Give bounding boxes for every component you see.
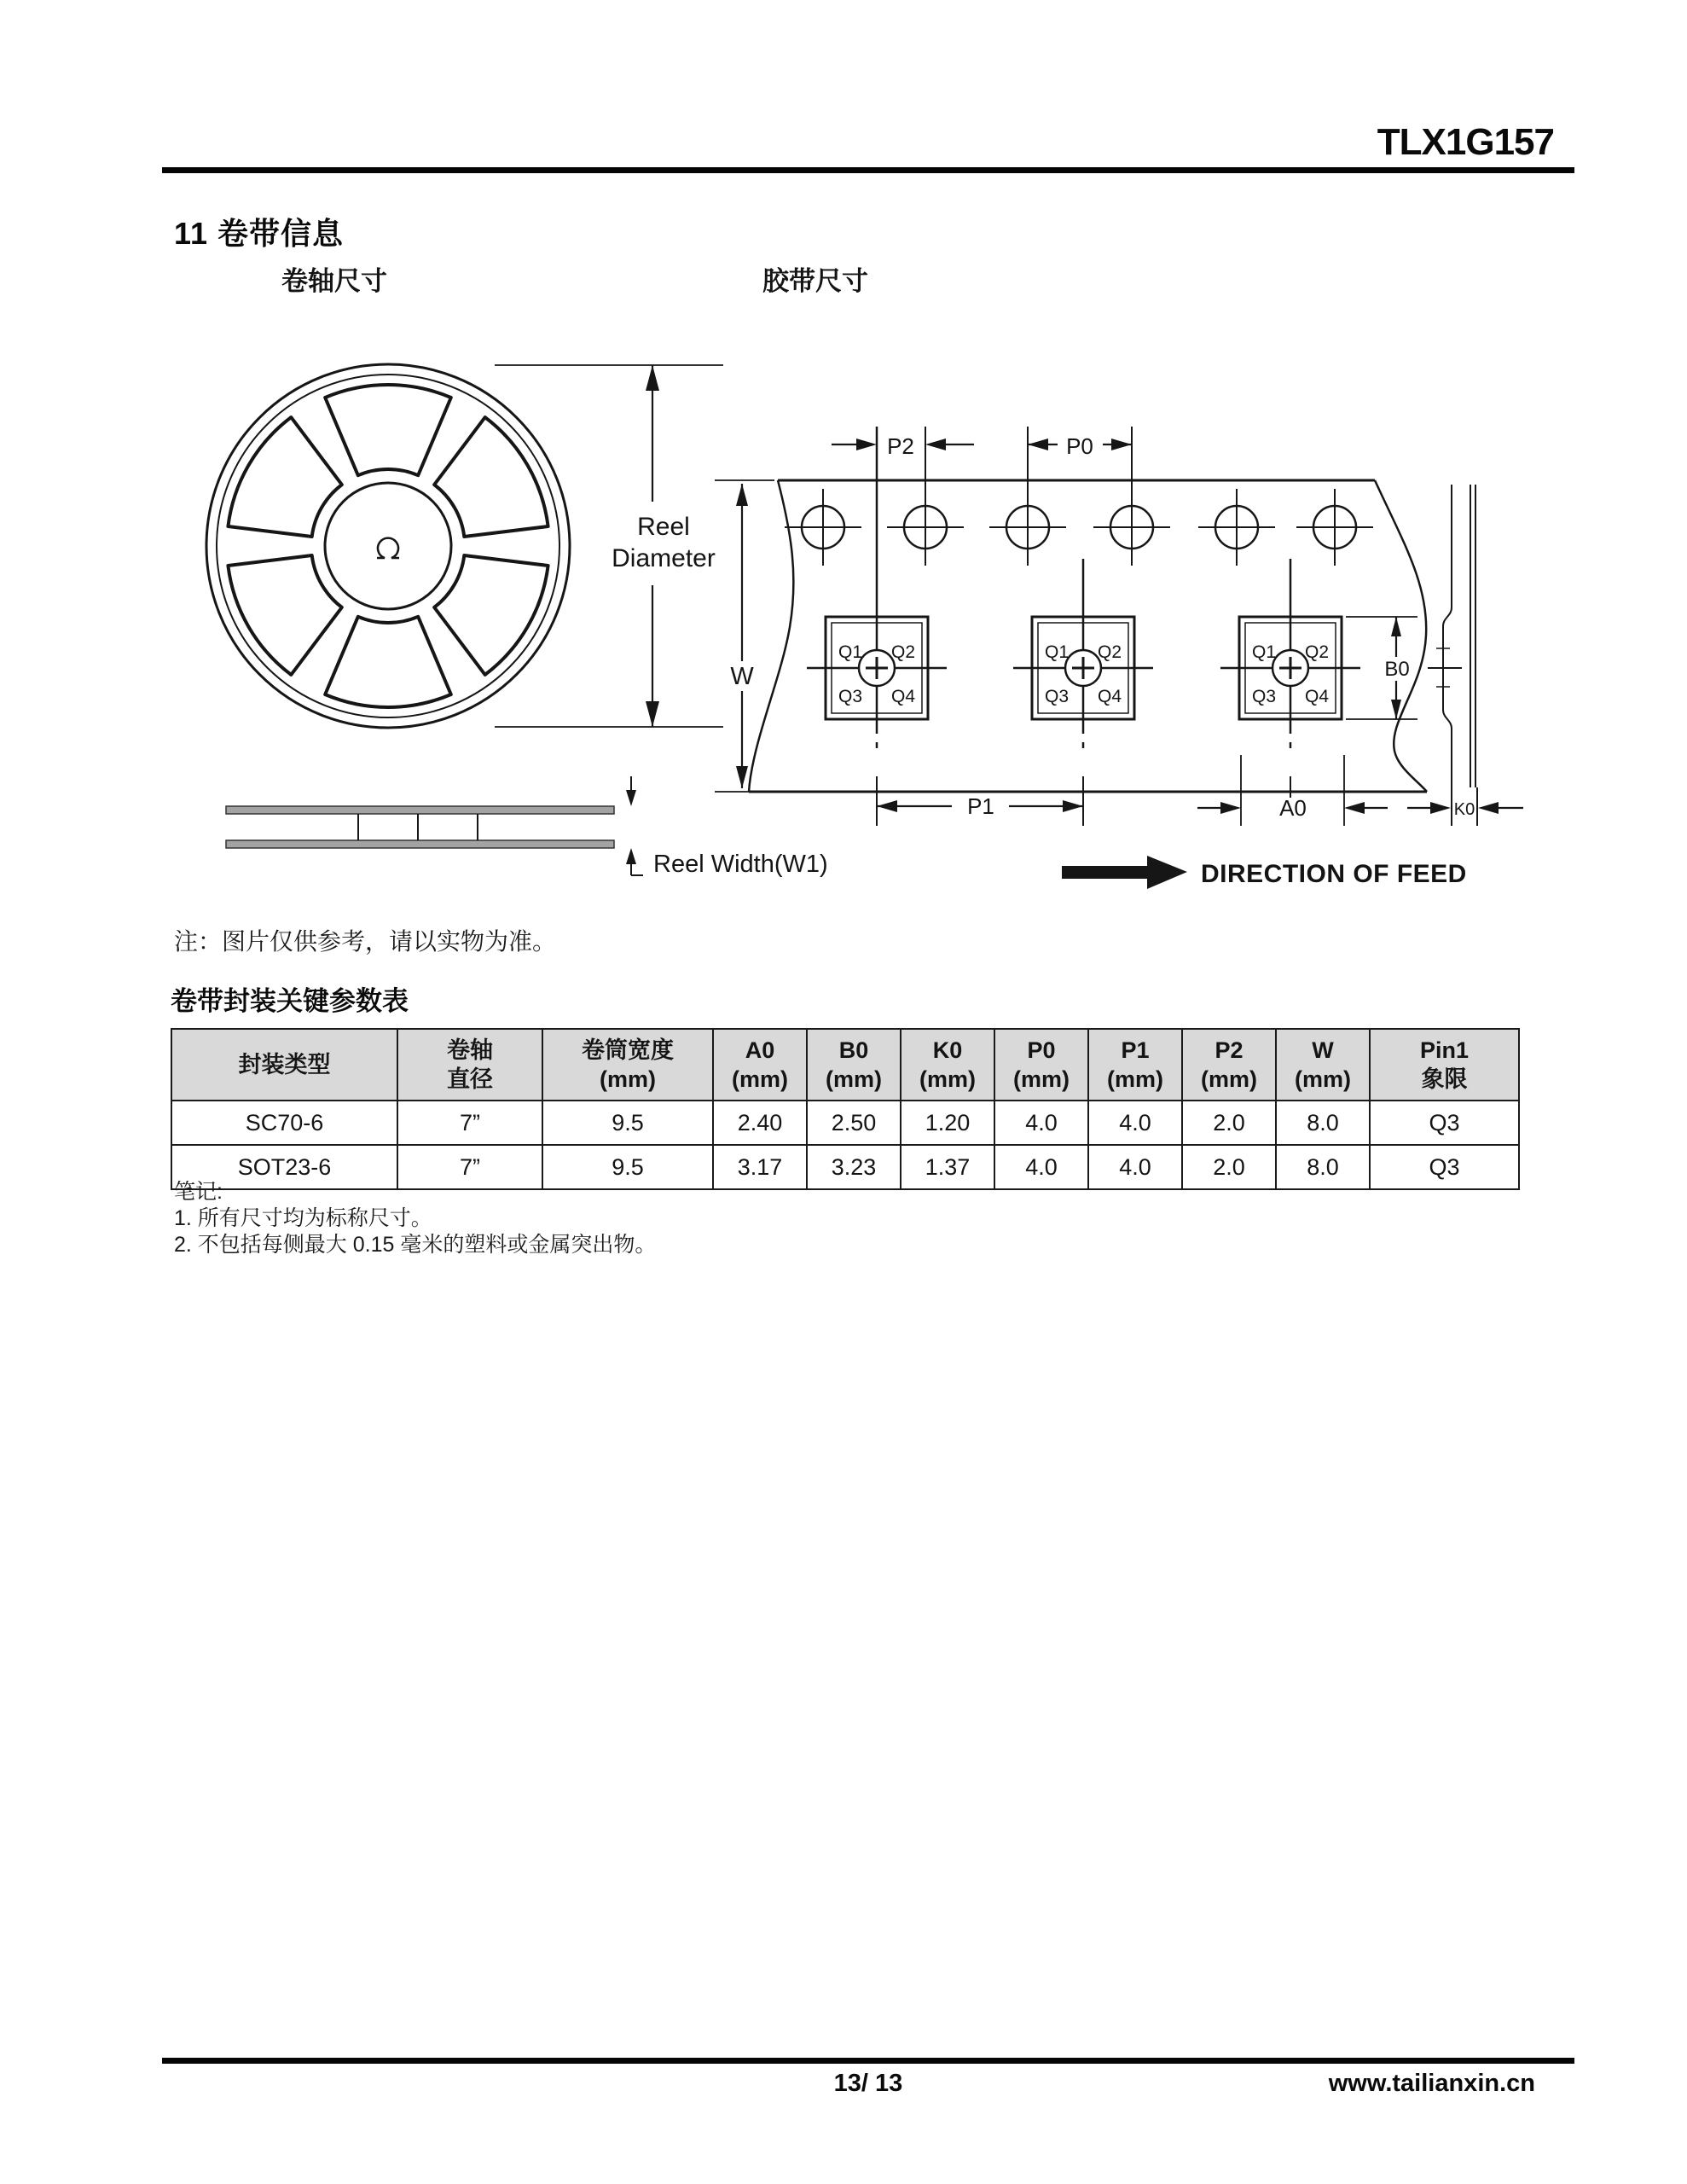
col-header-p0: P0 (mm) xyxy=(994,1029,1088,1101)
cell: 7” xyxy=(397,1101,542,1145)
k0-dimension xyxy=(1407,787,1523,826)
col-header-w: W (mm) xyxy=(1276,1029,1370,1101)
tape-cross-section xyxy=(1407,485,1523,826)
svg-text:P0: P0 xyxy=(1066,433,1093,459)
col-header-p1: P1 (mm) xyxy=(1088,1029,1182,1101)
col-header-b0: B0 (mm) xyxy=(807,1029,901,1101)
footnote-item: 1. 所有尺寸均为标称尺寸。 xyxy=(174,1206,432,1230)
reference-note: 注：图片仅供参考，请以实物为准。 xyxy=(174,928,557,955)
cell: 7” xyxy=(397,1145,542,1189)
cell: 4.0 xyxy=(1088,1101,1182,1145)
col-header-k0: K0 (mm) xyxy=(901,1029,994,1101)
svg-text:Q1: Q1 xyxy=(838,642,862,662)
svg-text:Q2: Q2 xyxy=(1305,642,1330,662)
svg-text:W: W xyxy=(730,663,754,690)
svg-text:Reel: Reel xyxy=(637,513,690,541)
component-pocket xyxy=(1013,559,1153,826)
page-number: 13/ 13 xyxy=(833,2070,903,2097)
website-url: www.tailianxin.cn xyxy=(1328,2070,1535,2097)
p0-dimension xyxy=(1028,433,1132,459)
col-header-reel-diameter: 卷轴 直径 xyxy=(397,1029,542,1101)
document-title: TLX1G157 xyxy=(1377,121,1554,163)
svg-text:DIRECTION OF FEED: DIRECTION OF FEED xyxy=(1201,860,1467,888)
col-header-reel-width: 卷筒宽度 (mm) xyxy=(542,1029,713,1101)
svg-text:Q4: Q4 xyxy=(1305,687,1330,706)
svg-text:Q2: Q2 xyxy=(1098,642,1122,662)
cell: 4.0 xyxy=(994,1101,1088,1145)
sprocket-hole xyxy=(1198,489,1275,566)
tape-reel-parameters-table xyxy=(171,1028,1520,1190)
cell-package-type: SC70-6 xyxy=(171,1101,397,1145)
reel-spoke-cutouts xyxy=(228,385,548,707)
cell: 2.40 xyxy=(713,1101,807,1145)
table-row xyxy=(171,1101,1519,1145)
reel-hub-keyhole-icon xyxy=(377,538,399,558)
tape-dimensions-label: 胶带尺寸 xyxy=(762,266,868,296)
p2-dimension xyxy=(832,433,974,459)
svg-text:Q1: Q1 xyxy=(1044,642,1069,662)
cell: Q3 xyxy=(1370,1145,1519,1189)
direction-of-feed xyxy=(1062,856,1467,889)
svg-text:K0: K0 xyxy=(1453,800,1475,819)
footer-rule xyxy=(162,2058,1574,2064)
sprocket-hole xyxy=(1093,427,1170,566)
cell: 2.0 xyxy=(1182,1101,1276,1145)
cell: 8.0 xyxy=(1276,1145,1370,1189)
cell: 1.20 xyxy=(901,1101,994,1145)
svg-text:Q4: Q4 xyxy=(891,687,916,706)
col-header-pin1-quadrant: Pin1 象限 xyxy=(1370,1029,1519,1101)
col-header-a0: A0 (mm) xyxy=(713,1029,807,1101)
col-header-p2: P2 (mm) xyxy=(1182,1029,1276,1101)
footnotes-heading: 笔记: xyxy=(174,1180,223,1204)
reel-dimensions-label: 卷轴尺寸 xyxy=(281,266,387,296)
svg-text:Q3: Q3 xyxy=(1044,687,1069,706)
footnotes xyxy=(174,1179,656,1258)
cell: 9.5 xyxy=(542,1101,713,1145)
cell-package-type: SOT23-6 xyxy=(171,1145,397,1189)
svg-text:Q2: Q2 xyxy=(891,642,916,662)
svg-text:P2: P2 xyxy=(887,433,914,459)
svg-text:P1: P1 xyxy=(967,793,994,819)
footnote-item: 2. 不包括每侧最大 0.15 毫米的塑料或金属突出物。 xyxy=(174,1233,657,1257)
svg-text:Q3: Q3 xyxy=(1251,687,1276,706)
svg-text:B0: B0 xyxy=(1384,658,1410,681)
svg-text:Diameter: Diameter xyxy=(612,544,716,572)
tape-and-reel-diagram xyxy=(111,333,1578,921)
sprocket-hole xyxy=(1296,489,1373,566)
svg-text:Q1: Q1 xyxy=(1251,642,1276,662)
section-heading: 11 卷带信息 xyxy=(174,216,345,251)
reel-front-view xyxy=(206,364,570,728)
reel-diameter-dimension xyxy=(495,365,723,727)
svg-text:A0: A0 xyxy=(1279,795,1307,821)
table-header-row xyxy=(171,1029,1519,1101)
w-dimension xyxy=(715,480,774,792)
svg-text:Q3: Q3 xyxy=(838,687,862,706)
cell: 8.0 xyxy=(1276,1101,1370,1145)
cell: 1.37 xyxy=(901,1145,994,1189)
cell: 2.0 xyxy=(1182,1145,1276,1189)
svg-text:Q4: Q4 xyxy=(1098,687,1122,706)
cell: 3.17 xyxy=(713,1145,807,1189)
cell: 9.5 xyxy=(542,1145,713,1189)
sprocket-hole xyxy=(989,427,1066,566)
feed-arrow-icon xyxy=(1062,866,1147,879)
tape-top-view xyxy=(715,427,1427,826)
col-header-package-type: 封装类型 xyxy=(171,1029,397,1101)
table-title: 卷带封装关键参数表 xyxy=(171,986,409,1016)
cell: Q3 xyxy=(1370,1101,1519,1145)
header-rule xyxy=(162,167,1574,173)
sprocket-hole xyxy=(785,489,861,566)
cell: 2.50 xyxy=(807,1101,901,1145)
cell: 3.23 xyxy=(807,1145,901,1189)
cell: 4.0 xyxy=(1088,1145,1182,1189)
cell: 4.0 xyxy=(994,1145,1088,1189)
p1-dimension xyxy=(877,793,1083,819)
reel-width-label: Reel Width(W1) xyxy=(653,851,828,878)
